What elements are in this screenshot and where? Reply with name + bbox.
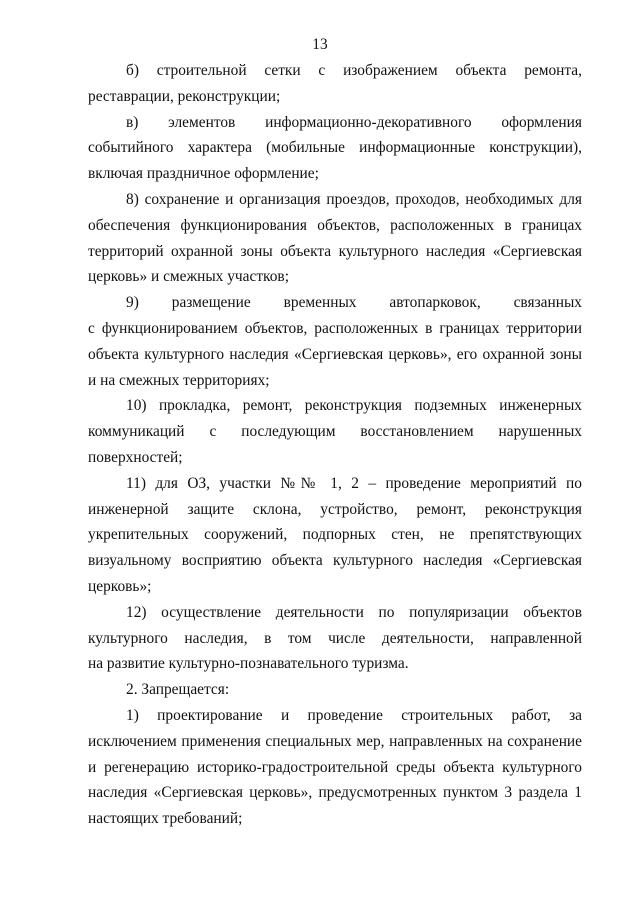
paragraph [88,703,582,832]
text-line: 12) осуществление деятельности по популяризации объектов [126,603,582,621]
text-line: инженерной защите склона, устройство, ремонт, реконструкция [88,500,582,518]
text-line: реставрации, реконструкции; [88,87,281,105]
paragraph [88,677,582,703]
text-line: 1) проектирование и проведение строительных работ, за [126,706,582,724]
paragraph [88,187,582,290]
text-line: коммуникаций с последующим восстановлением нарушенных [88,423,582,441]
text-line: б) строительной сетки с изображением объекта ремонта, [126,62,582,79]
text-line: событийного характера (мобильные информационные конструкции), [88,139,582,157]
text-line: наследия «Сергиевская церковь», предусмотренных пунктом 3 раздела 1 [88,784,582,802]
paragraph [88,471,582,600]
text-line: 2. Запрещается: [126,681,230,699]
text-line: 9) размещение временных автопарковок, связанных [126,294,582,312]
text-line: обеспечения функционирования объектов, расположенных в границах [88,216,582,234]
text-line: и регенерацию историко-градостроительной среды объекта культурного [88,758,582,776]
text-line: поверхностей; [88,448,183,466]
text-line: с функционированием объектов, расположенных в границах территории [88,319,582,337]
text-line: настоящих требований; [88,810,243,828]
text-line: укрепительных сооружений, подпорных стен, не препятствующих [88,526,582,544]
text-line: на развитие культурно-познавательного туризма. [88,655,409,673]
paragraph [88,290,582,393]
text-line: церковь»; [88,577,152,595]
text-line: в) элементов информационно-декоративного оформления [126,113,582,131]
text-line: церковь» и смежных участков; [88,268,289,286]
text-line: 10) прокладка, ремонт, реконструкция подземных инженерных [126,397,582,415]
text-line: объекта культурного наследия «Сергиевская церковь», его охранной зоны [88,345,582,363]
text-line: территорий охранной зоны объекта культурного наследия «Сергиевская [88,242,582,260]
paragraph [88,110,582,187]
text-line: визуальному восприятию объекта культурного наследия «Сергиевская [88,552,582,570]
paragraph [88,600,582,677]
text-line: исключением применения специальных мер, направленных на сохранение [88,732,582,750]
text-line: культурного наследия, в том числе деятельности, направленной [88,629,582,647]
document-body [88,58,582,832]
paragraph [88,393,582,470]
text-line: 11) для ОЗ, участки №№ 1, 2 – проведение мероприятий по [126,474,582,492]
page-number: 13 [312,36,328,53]
paragraph [88,58,582,110]
text-line: 8) сохранение и организация проездов, проходов, необходимых для [126,190,582,208]
text-line: включая праздничное оформление; [88,165,319,183]
text-line: и на смежных территориях; [88,371,270,389]
